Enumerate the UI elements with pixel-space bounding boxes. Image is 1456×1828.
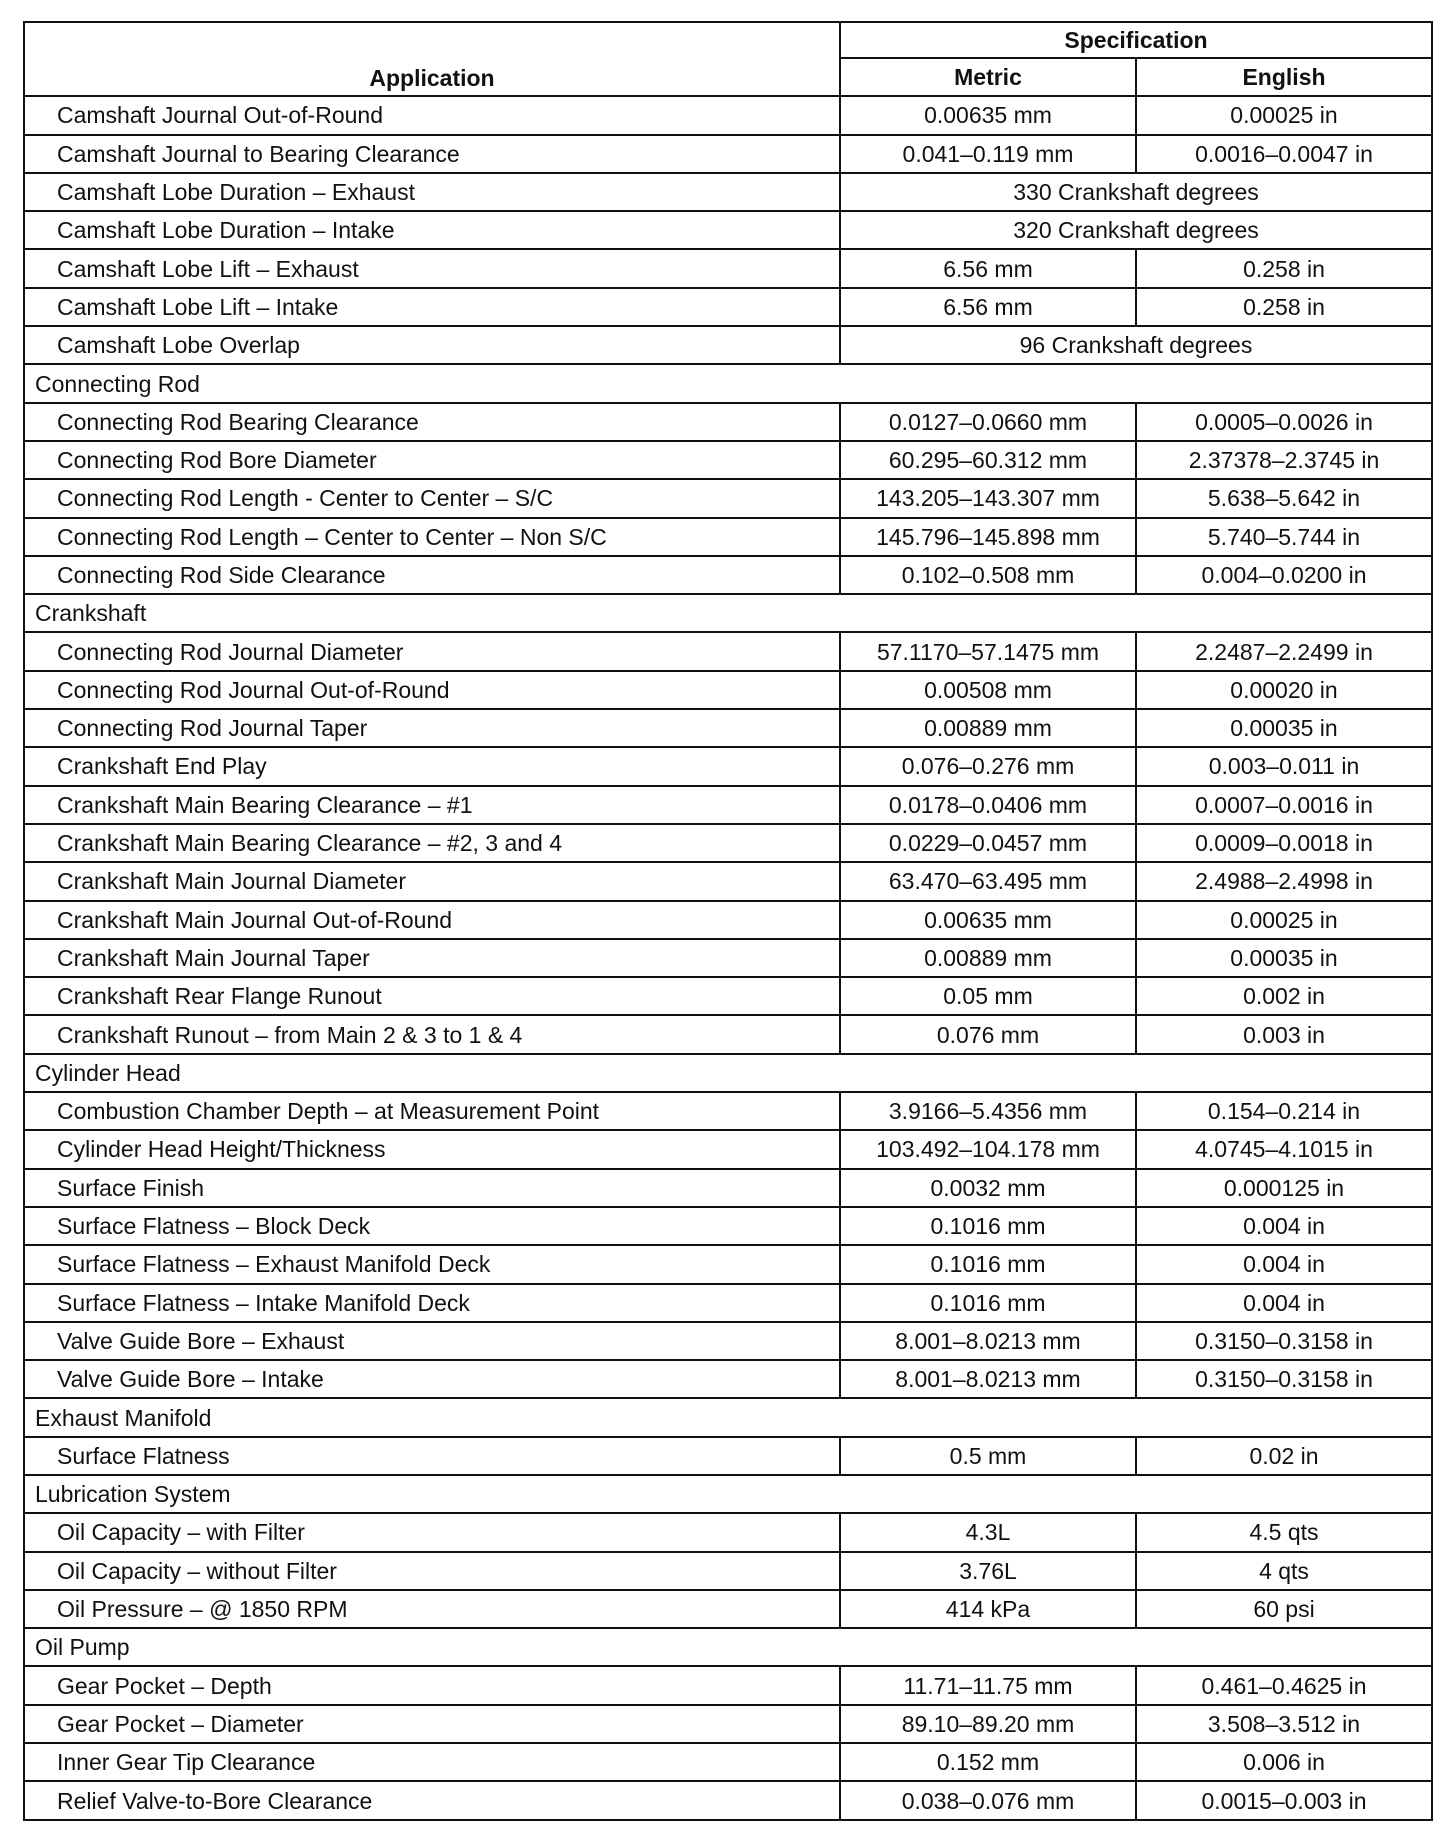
table-row (24, 977, 1432, 1015)
english-cell: 0.004 in (1136, 1284, 1432, 1322)
english-cell: 2.2487–2.2499 in (1136, 632, 1432, 670)
table-row (24, 1513, 1432, 1551)
table-row (24, 1743, 1432, 1781)
english-cell: 0.004 in (1136, 1245, 1432, 1283)
metric-cell: 0.0178–0.0406 mm (840, 786, 1136, 824)
english-cell: 60 psi (1136, 1590, 1432, 1628)
application-cell: Connecting Rod Journal Diameter (24, 632, 840, 670)
english-cell: 0.002 in (1136, 977, 1432, 1015)
table-row (24, 709, 1432, 747)
english-cell: 0.00020 in (1136, 671, 1432, 709)
header-row-1 (24, 22, 1432, 58)
metric-cell: 0.0229–0.0457 mm (840, 824, 1136, 862)
metric-cell: 60.295–60.312 mm (840, 441, 1136, 479)
application-cell: Connecting Rod Journal Out-of-Round (24, 671, 840, 709)
application-cell: Inner Gear Tip Clearance (24, 1743, 840, 1781)
english-cell: 0.461–0.4625 in (1136, 1666, 1432, 1704)
table-row (24, 518, 1432, 556)
application-cell: Crankshaft Main Journal Out-of-Round (24, 901, 840, 939)
table-row (24, 939, 1432, 977)
table-row (24, 135, 1432, 173)
metric-cell: 0.00889 mm (840, 939, 1136, 977)
application-cell: Crankshaft Main Journal Taper (24, 939, 840, 977)
application-cell: Crankshaft Rear Flange Runout (24, 977, 840, 1015)
english-cell: 0.003 in (1136, 1015, 1432, 1053)
metric-cell: 4.3L (840, 1513, 1136, 1551)
english-cell: 5.638–5.642 in (1136, 479, 1432, 517)
table-row (24, 1666, 1432, 1704)
section-row (24, 1398, 1432, 1436)
application-cell: Connecting Rod Length - Center to Center – S/C (24, 479, 840, 517)
english-cell: 0.006 in (1136, 1743, 1432, 1781)
english-cell: 0.0015–0.003 in (1136, 1781, 1432, 1819)
table-row (24, 556, 1432, 594)
english-cell: 0.00035 in (1136, 939, 1432, 977)
metric-cell: 0.00508 mm (840, 671, 1136, 709)
engine-specification-table (23, 21, 1433, 1821)
section-title: Cylinder Head (24, 1054, 1432, 1092)
metric-cell: 0.00635 mm (840, 96, 1136, 134)
english-cell: 5.740–5.744 in (1136, 518, 1432, 556)
table-row (24, 1590, 1432, 1628)
table-row (24, 1245, 1432, 1283)
section-title: Crankshaft (24, 594, 1432, 632)
application-cell: Surface Flatness – Block Deck (24, 1207, 840, 1245)
metric-cell: 0.0127–0.0660 mm (840, 403, 1136, 441)
table-row (24, 1437, 1432, 1475)
section-row (24, 1054, 1432, 1092)
application-cell: Valve Guide Bore – Intake (24, 1360, 840, 1398)
table-row (24, 671, 1432, 709)
english-cell: 0.0009–0.0018 in (1136, 824, 1432, 862)
application-cell: Crankshaft Main Bearing Clearance – #2, 3 and 4 (24, 824, 840, 862)
spec-value-cell: 330 Crankshaft degrees (840, 173, 1432, 211)
table-row (24, 1360, 1432, 1398)
metric-cell: 0.5 mm (840, 1437, 1136, 1475)
table-row (24, 96, 1432, 134)
section-row (24, 1628, 1432, 1666)
spec-value-cell: 96 Crankshaft degrees (840, 326, 1432, 364)
section-title: Exhaust Manifold (24, 1398, 1432, 1436)
application-cell: Connecting Rod Length – Center to Center – Non S/C (24, 518, 840, 556)
table-row (24, 1705, 1432, 1743)
english-cell: 0.0016–0.0047 in (1136, 135, 1432, 173)
metric-cell: 0.00635 mm (840, 901, 1136, 939)
metric-cell: 63.470–63.495 mm (840, 862, 1136, 900)
application-cell: Camshaft Lobe Lift – Intake (24, 288, 840, 326)
application-cell: Camshaft Lobe Overlap (24, 326, 840, 364)
application-cell: Valve Guide Bore – Exhaust (24, 1322, 840, 1360)
english-cell: 4 qts (1136, 1552, 1432, 1590)
table-row (24, 1169, 1432, 1207)
english-cell: 4.0745–4.1015 in (1136, 1130, 1432, 1168)
table-row (24, 1207, 1432, 1245)
section-row (24, 594, 1432, 632)
metric-cell: 0.152 mm (840, 1743, 1136, 1781)
metric-cell: 8.001–8.0213 mm (840, 1322, 1136, 1360)
metric-cell: 57.1170–57.1475 mm (840, 632, 1136, 670)
table-row (24, 786, 1432, 824)
english-cell: 0.3150–0.3158 in (1136, 1360, 1432, 1398)
english-cell: 0.000125 in (1136, 1169, 1432, 1207)
section-title: Lubrication System (24, 1475, 1432, 1513)
metric-cell: 103.492–104.178 mm (840, 1130, 1136, 1168)
application-cell: Connecting Rod Side Clearance (24, 556, 840, 594)
metric-cell: 89.10–89.20 mm (840, 1705, 1136, 1743)
application-cell: Gear Pocket – Depth (24, 1666, 840, 1704)
table-row (24, 441, 1432, 479)
application-cell: Connecting Rod Journal Taper (24, 709, 840, 747)
application-cell: Cylinder Head Height/Thickness (24, 1130, 840, 1168)
application-cell: Crankshaft End Play (24, 747, 840, 785)
metric-cell: 414 kPa (840, 1590, 1136, 1628)
english-cell: 0.00025 in (1136, 96, 1432, 134)
table-row (24, 747, 1432, 785)
english-cell: 3.508–3.512 in (1136, 1705, 1432, 1743)
section-title: Oil Pump (24, 1628, 1432, 1666)
english-cell: 0.0007–0.0016 in (1136, 786, 1432, 824)
table-row (24, 1284, 1432, 1322)
header-specification: Specification (840, 22, 1432, 58)
spec-value-cell: 320 Crankshaft degrees (840, 211, 1432, 249)
english-cell: 2.4988–2.4998 in (1136, 862, 1432, 900)
metric-cell: 0.1016 mm (840, 1245, 1136, 1283)
metric-cell: 0.076 mm (840, 1015, 1136, 1053)
application-cell: Combustion Chamber Depth – at Measurement Point (24, 1092, 840, 1130)
english-cell: 0.004–0.0200 in (1136, 556, 1432, 594)
table-header (24, 22, 1432, 96)
header-english: English (1136, 58, 1432, 96)
metric-cell: 0.076–0.276 mm (840, 747, 1136, 785)
english-cell: 0.3150–0.3158 in (1136, 1322, 1432, 1360)
metric-cell: 11.71–11.75 mm (840, 1666, 1136, 1704)
metric-cell: 0.05 mm (840, 977, 1136, 1015)
table-row (24, 1322, 1432, 1360)
metric-cell: 145.796–145.898 mm (840, 518, 1136, 556)
english-cell: 0.0005–0.0026 in (1136, 403, 1432, 441)
table-row (24, 326, 1432, 364)
table-row (24, 249, 1432, 287)
table-row (24, 1130, 1432, 1168)
table-row (24, 1092, 1432, 1130)
application-cell: Camshaft Lobe Lift – Exhaust (24, 249, 840, 287)
table-row (24, 288, 1432, 326)
application-cell: Relief Valve-to-Bore Clearance (24, 1781, 840, 1819)
metric-cell: 6.56 mm (840, 288, 1136, 326)
english-cell: 0.004 in (1136, 1207, 1432, 1245)
english-cell: 0.003–0.011 in (1136, 747, 1432, 785)
table-row (24, 862, 1432, 900)
application-cell: Camshaft Lobe Duration – Exhaust (24, 173, 840, 211)
table-body (24, 96, 1432, 1819)
metric-cell: 0.1016 mm (840, 1284, 1136, 1322)
english-cell: 0.258 in (1136, 288, 1432, 326)
english-cell: 0.154–0.214 in (1136, 1092, 1432, 1130)
application-cell: Oil Capacity – with Filter (24, 1513, 840, 1551)
section-row (24, 1475, 1432, 1513)
metric-cell: 3.76L (840, 1552, 1136, 1590)
metric-cell: 0.00889 mm (840, 709, 1136, 747)
application-cell: Crankshaft Main Journal Diameter (24, 862, 840, 900)
application-cell: Connecting Rod Bearing Clearance (24, 403, 840, 441)
application-cell: Oil Pressure – @ 1850 RPM (24, 1590, 840, 1628)
section-row (24, 364, 1432, 402)
header-metric: Metric (840, 58, 1136, 96)
metric-cell: 0.0032 mm (840, 1169, 1136, 1207)
application-cell: Oil Capacity – without Filter (24, 1552, 840, 1590)
table-row (24, 1781, 1432, 1819)
table-row (24, 1015, 1432, 1053)
table-row (24, 211, 1432, 249)
table-row (24, 479, 1432, 517)
application-cell: Surface Flatness – Intake Manifold Deck (24, 1284, 840, 1322)
table-row (24, 403, 1432, 441)
english-cell: 0.02 in (1136, 1437, 1432, 1475)
table-row (24, 901, 1432, 939)
application-cell: Camshaft Lobe Duration – Intake (24, 211, 840, 249)
application-cell: Surface Flatness – Exhaust Manifold Deck (24, 1245, 840, 1283)
metric-cell: 0.038–0.076 mm (840, 1781, 1136, 1819)
application-cell: Connecting Rod Bore Diameter (24, 441, 840, 479)
application-cell: Surface Finish (24, 1169, 840, 1207)
table-row (24, 173, 1432, 211)
table-row (24, 632, 1432, 670)
metric-cell: 0.102–0.508 mm (840, 556, 1136, 594)
header-application: Application (24, 22, 840, 96)
metric-cell: 0.1016 mm (840, 1207, 1136, 1245)
english-cell: 4.5 qts (1136, 1513, 1432, 1551)
english-cell: 0.00025 in (1136, 901, 1432, 939)
application-cell: Gear Pocket – Diameter (24, 1705, 840, 1743)
application-cell: Crankshaft Runout – from Main 2 & 3 to 1 & 4 (24, 1015, 840, 1053)
section-title: Connecting Rod (24, 364, 1432, 402)
application-cell: Surface Flatness (24, 1437, 840, 1475)
application-cell: Crankshaft Main Bearing Clearance – #1 (24, 786, 840, 824)
metric-cell: 8.001–8.0213 mm (840, 1360, 1136, 1398)
english-cell: 0.258 in (1136, 249, 1432, 287)
application-cell: Camshaft Journal to Bearing Clearance (24, 135, 840, 173)
application-cell: Camshaft Journal Out-of-Round (24, 96, 840, 134)
table-row (24, 1552, 1432, 1590)
metric-cell: 6.56 mm (840, 249, 1136, 287)
metric-cell: 143.205–143.307 mm (840, 479, 1136, 517)
english-cell: 0.00035 in (1136, 709, 1432, 747)
metric-cell: 0.041–0.119 mm (840, 135, 1136, 173)
english-cell: 2.37378–2.3745 in (1136, 441, 1432, 479)
table-row (24, 824, 1432, 862)
metric-cell: 3.9166–5.4356 mm (840, 1092, 1136, 1130)
